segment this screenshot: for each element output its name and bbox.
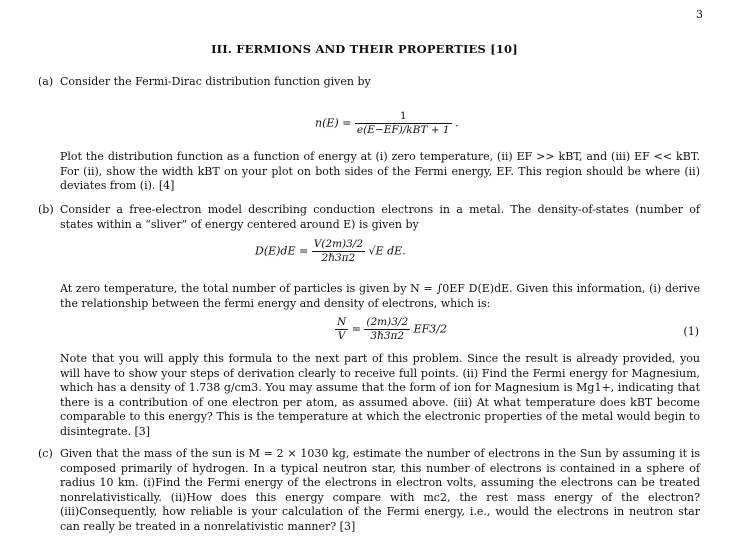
dos-lhs: D(E)dE = — [255, 244, 309, 258]
dos-rhs: √E dE. — [368, 244, 406, 258]
part-a-body: Plot the distribution function as a function of energy at (i) zero temperature, (ii) EF >> kBT, and (iii) EF << kBT. For (ii), show the width kBT on your plot on both sides of the Fermi energy, EF. This region should be where (ii) deviates from (i). [4] — [60, 150, 700, 192]
part-b-body-wrap — [60, 352, 700, 439]
eq1-num: (2m)3/2 — [366, 316, 409, 328]
fd-lhs: n(E) = — [315, 116, 352, 130]
eq1-rhs: EF3/2 — [413, 322, 448, 336]
eq1-lhs-den: V — [337, 330, 346, 342]
part-a-body-wrap — [60, 150, 700, 194]
part-b-body: Note that you will apply this formula to the next part of this problem. Since the result is already provided, you will have to show your steps of derivation clearly to receive full points. (ii) Find the Fermi energy for Magnesium, which has a density of 1.738 g/cm3. You may assume that the form of ion for Magnesium is Mg1+, indicating that there is a contribution of one electron per atom, as assumed above. (iii) At what temperature does kBT become comparable to this energy? This is the temperature at which the electronic properties of the metal would begin to disintegrate. [3] — [60, 352, 700, 438]
part-a-label: (a) — [38, 75, 54, 88]
fd-numerator: 1 — [355, 110, 452, 124]
part-a-intro: Consider the Fermi-Dirac distribution function given by — [60, 75, 371, 88]
fd-fraction — [355, 110, 452, 137]
dos-denominator: 2ℏ3π2 — [321, 252, 356, 264]
page-number: 3 — [696, 8, 703, 21]
fd-end: . — [455, 116, 459, 130]
part-a — [38, 75, 700, 90]
part-b-label: (b) — [38, 203, 54, 216]
part-c-label: (c) — [38, 447, 53, 460]
eq1-equals: = — [351, 322, 361, 336]
fermi-density-equation — [335, 316, 447, 343]
section-title: III. FERMIONS AND THEIR PROPERTIES [10] — [211, 42, 518, 56]
dos-numerator: V(2m)3/2 — [313, 238, 364, 250]
eq1-fraction — [364, 316, 410, 343]
equation-number-1: (1) — [683, 325, 699, 338]
part-b-intro: Consider a free-electron model describing conduction electrons in a metal. The density-of-states (number of states within a “sliver” of energy centered around E) is given by — [60, 203, 700, 231]
part-b — [38, 203, 700, 232]
part-c-body: Given that the mass of the sun is M = 2 × 1030 kg, estimate the number of electrons in the Sun by assuming it is composed primarily of hydrogen. In a typical neutron star, this number of electrons is contained in a sphere of radius 10 km. (i)Find the Fermi energy of the electrons in electron volts, assuming the electrons can be treated nonrelativistically. (ii)How does this energy compare with mc2, the rest mass energy of the electron? (iii)Consequently, how reliable is your calculation of the Fermi energy, i.e., would the electrons in neutron star can really be treated in a nonrelativistic manner? [3] — [60, 447, 700, 533]
part-b-mid-wrap — [60, 282, 700, 311]
fd-denominator: e(E−EF)/kBT + 1 — [356, 124, 450, 136]
dos-equation — [255, 238, 406, 265]
eq1-den: 3ℏ3π2 — [370, 330, 405, 342]
part-b-mid: At zero temperature, the total number of particles is given by N = ∫0EF D(E)dE. Given this information, (i) derive the relationship between the fermi energy and density of electrons, which is: — [60, 282, 700, 310]
part-c — [38, 447, 700, 534]
fermi-dirac-equation — [315, 110, 459, 137]
dos-fraction — [312, 238, 365, 265]
eq1-lhs-num: N — [337, 316, 347, 328]
eq1-lhs-fraction — [335, 316, 348, 343]
